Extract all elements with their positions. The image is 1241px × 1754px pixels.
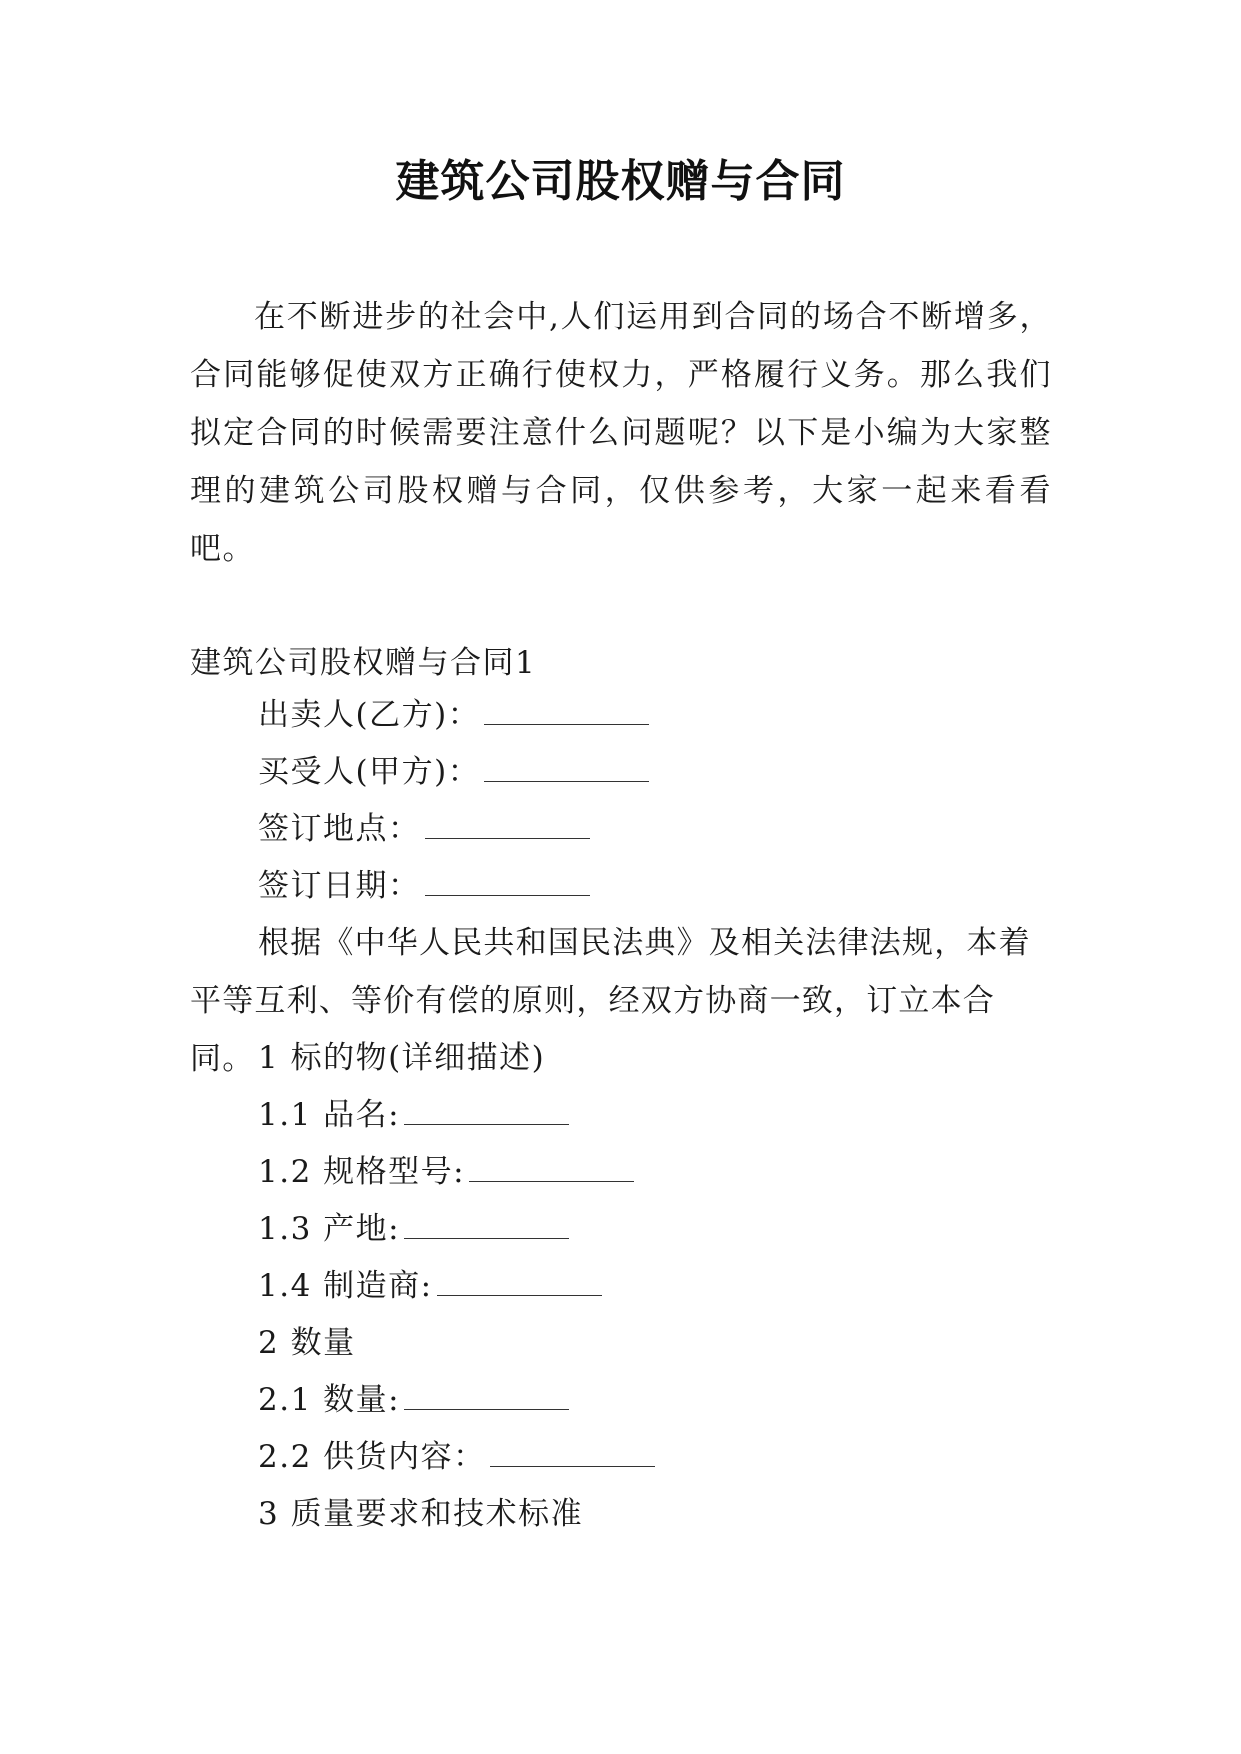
clause-1-3-label: 1.3 产地: [258, 1211, 401, 1247]
clause-1-4 [258, 1257, 602, 1315]
clause-1-3-blank [404, 1208, 569, 1239]
sign-date-blank [425, 865, 590, 896]
clause-1-4-label: 1.4 制造商: [258, 1268, 433, 1304]
clause-2-2-label: 2.2 供货内容： [258, 1439, 486, 1475]
clause-1-1-label: 1.1 品名: [258, 1097, 401, 1133]
intro-paragraph: 在不断进步的社会中,人们运用到合同的场合不断增多，合同能够促使双方正确行使权力，严格履行义务。那么我们拟定合同的时候需要注意什么问题呢？以下是小编为大家整理的建筑公司股权赠与合同，仅供参考，大家一起来看看吧。 [190, 299, 1052, 567]
basis-paragraph: 根据《中华人民共和国民法典》及相关法律法规，本着平等互利、等价有偿的原则，经双方协商一致，订立本合同。 [190, 925, 1031, 1077]
seller-field [258, 686, 649, 744]
buyer-label: 买受人(甲方)： [258, 754, 481, 790]
clause-2-1 [258, 1371, 569, 1429]
sign-date-label: 签订日期： [258, 868, 421, 904]
clause-1-2-blank [469, 1151, 634, 1182]
sign-place-field [258, 800, 590, 858]
section-heading: 建筑公司股权赠与合同1 [190, 645, 537, 681]
sign-place-blank [425, 808, 590, 839]
buyer-field [258, 743, 649, 801]
buyer-blank [484, 751, 649, 782]
document-title: 建筑公司股权赠与合同 [395, 156, 846, 207]
clause-2-1-blank [404, 1379, 569, 1410]
clause-3: 3 质量要求和技术标准 [258, 1496, 584, 1532]
clause-1-2 [258, 1143, 634, 1201]
seller-blank [484, 694, 649, 725]
clause-2: 2 数量 [258, 1325, 356, 1361]
clause-1-1 [258, 1086, 569, 1144]
clause-1-3 [258, 1200, 569, 1258]
seller-label: 出卖人(乙方)： [258, 697, 481, 733]
clause-1-4-blank [437, 1265, 602, 1296]
clause-2-2 [258, 1428, 655, 1486]
clause-1: 1 标的物(详细描述) [258, 1040, 546, 1076]
clause-1-1-blank [404, 1094, 569, 1125]
clause-1-2-label: 1.2 规格型号: [258, 1154, 466, 1190]
clause-2-2-blank [490, 1436, 655, 1467]
clause-2-1-label: 2.1 数量: [258, 1382, 401, 1418]
sign-place-label: 签订地点： [258, 811, 421, 847]
sign-date-field [258, 857, 590, 915]
